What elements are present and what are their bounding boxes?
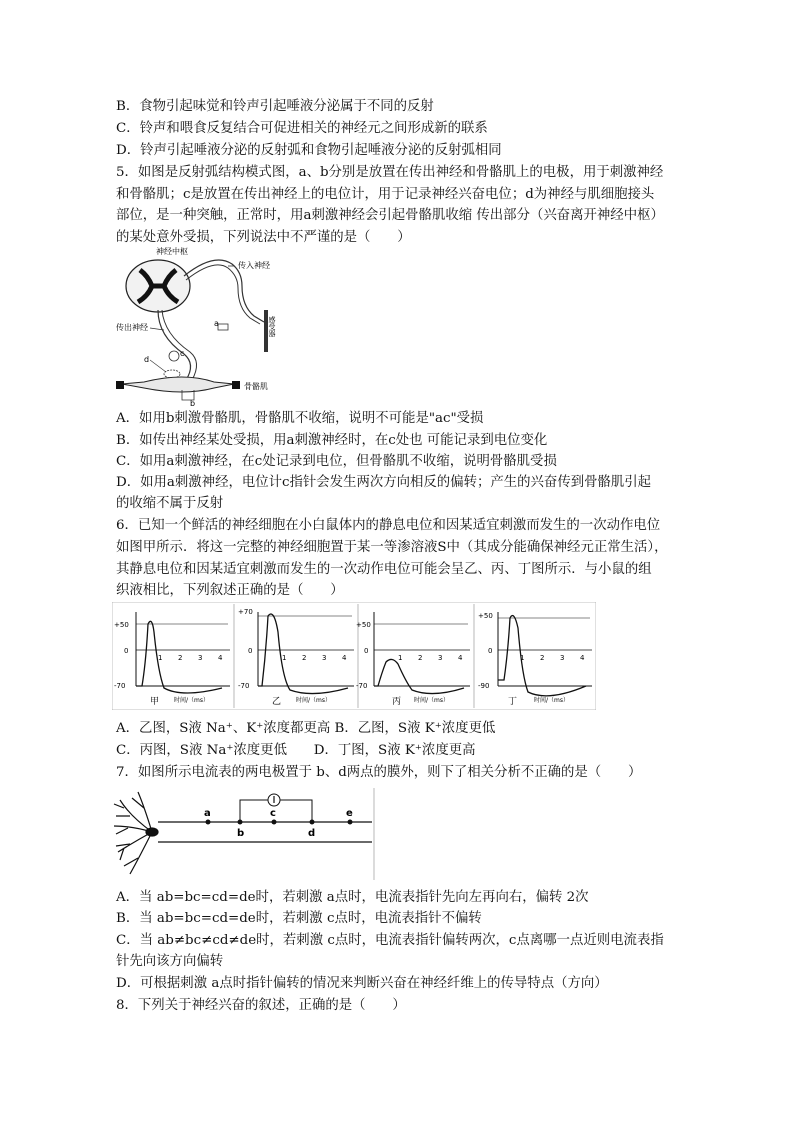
svg-text:3: 3 (322, 654, 327, 662)
label-receptor: 感受器 (268, 316, 276, 337)
svg-text:4: 4 (580, 654, 585, 662)
q5-stem-line-2: 和骨骼肌；c是放置在传出神经上的电位计，用于记录神经兴奋电位；d为神经与肌细胞接头 (116, 187, 655, 202)
q7-option-c-line-1: C．当 ab≠bc≠cd≠de时，若刺激 c点时，电流表指针偏转两次，c点离哪一点近则电流表指 (116, 933, 664, 948)
q6-options-line-2: C．丙图，S液 Na⁺浓度更低 D．丁图，S液 K⁺浓度更高 (116, 743, 476, 758)
svg-text:1: 1 (398, 654, 403, 662)
label-c: c (180, 349, 185, 358)
q6-stem-line-2: 如图甲所示．将这一完整的神经细胞置于某一等渗溶液S中（其成分能确保神经元正常生活）， (116, 540, 668, 555)
point-e: e (346, 808, 353, 819)
q7-option-d: D．可根据刺激 a点时指针偏转的情况来判断兴奋在神经纤维上的传导特点（方向） (116, 976, 608, 991)
q5-option-b: B．如传出神经某处受损，用a刺激神经时，在c处也 可能记录到电位变化 (116, 433, 548, 448)
q5-option-d-line-1: D．如用a刺激神经，电位计c指针会发生两次方向相反的偏转；产生的兴奋传到骨骼肌引起 (116, 475, 652, 490)
q5-stem-line-1: 5．如图是反射弧结构模式图，a、b分别是放置在传出神经和骨骼肌上的电极，用于刺激神经 (116, 165, 664, 180)
q4-option-c: C．铃声和喂食反复结合可促进相关的神经元之间形成新的联系 (116, 121, 488, 136)
neuron-ammeter-figure (110, 786, 376, 882)
tick-bottom: -70 (114, 682, 126, 690)
q6-stem-line-3: 其静息电位和因某适宜刺激而发生的一次动作电位可能会呈乙、丙、丁图所示．与小鼠的组 (116, 562, 652, 577)
svg-text:0: 0 (488, 647, 493, 655)
q6-stem-line-4: 织液相比，下列叙述正确的是（ ） (116, 583, 344, 598)
point-b: b (237, 828, 245, 839)
label-a: a (214, 319, 219, 328)
graph-label: 甲 (150, 697, 160, 707)
q8-stem: 8．下列关于神经兴奋的叙述，正确的是（ ） (116, 998, 406, 1013)
svg-text:2: 2 (302, 654, 307, 662)
q7-option-b: B．当 ab=bc=cd=de时，若刺激 c点时，电流表指针不偏转 (116, 911, 482, 926)
q5-option-a: A．如用b刺激骨骼肌，骨骼肌不收缩，说明不可能是"ac"受损 (116, 411, 484, 426)
svg-text:时间/（ms）: 时间/（ms） (534, 697, 569, 704)
point-a: a (204, 808, 211, 819)
svg-text:1: 1 (282, 654, 287, 662)
q4-option-b: B．食物引起味觉和铃声引起唾液分泌属于不同的反射 (116, 99, 434, 114)
svg-text:乙: 乙 (272, 697, 282, 707)
svg-text:3: 3 (198, 654, 203, 662)
svg-text:2: 2 (178, 654, 183, 662)
q5-stem-line-4: 的某处意外受损，下列说法中不严谨的是（ ） (116, 230, 411, 245)
svg-text:2: 2 (540, 654, 545, 662)
svg-text:时间/（ms）: 时间/（ms） (296, 697, 331, 704)
q5-stem-line-3: 部位，是一种突触，正常时，用a刺激神经会引起骨骼肌收缩 传出部分（兴奋离开神经中枢） (116, 208, 664, 223)
label-afferent: 传入神经 (238, 261, 270, 270)
label-d: d (144, 355, 150, 364)
svg-text:1: 1 (158, 654, 163, 662)
svg-text:丙: 丙 (392, 697, 402, 707)
q5-option-c: C．如用a刺激神经，在c处记录到电位，但骨骼肌不收缩，说明骨骼肌受损 (116, 454, 557, 469)
point-c: c (270, 808, 276, 819)
svg-text:1: 1 (520, 654, 525, 662)
reflex-arc-figure (114, 246, 294, 406)
svg-text:丁: 丁 (508, 697, 518, 707)
label-b: b (190, 399, 196, 406)
svg-text:+70: +70 (238, 608, 253, 616)
label-efferent: 传出神经 (116, 323, 148, 332)
q7-option-c-line-2: 针先向该方向偏转 (116, 954, 224, 969)
svg-text:4: 4 (458, 654, 463, 662)
svg-text:4: 4 (218, 654, 223, 662)
point-d: d (308, 828, 316, 839)
svg-text:时间/（ms）: 时间/（ms） (174, 697, 209, 704)
svg-text:+50: +50 (356, 621, 371, 629)
label-center: 神经中枢 (156, 247, 188, 256)
q6-options-line-1: A．乙图，S液 Na⁺、K⁺浓度都更高 B．乙图，S液 K⁺浓度更低 (116, 721, 496, 736)
svg-text:-70: -70 (238, 682, 250, 690)
label-muscle: 骨骼肌 (244, 382, 268, 391)
tick-top: +50 (114, 621, 129, 629)
tick-zero: 0 (124, 647, 129, 655)
svg-text:+50: +50 (478, 612, 493, 620)
svg-text:时间/（ms）: 时间/（ms） (414, 697, 449, 704)
svg-text:2: 2 (418, 654, 423, 662)
svg-text:3: 3 (560, 654, 565, 662)
q5-option-d-line-2: 的收缩不属于反射 (116, 496, 224, 511)
action-potential-graphs (112, 602, 596, 710)
svg-text:0: 0 (248, 647, 253, 655)
svg-text:0: 0 (364, 647, 369, 655)
q6-stem-line-1: 6．已知一个鲜活的神经细胞在小白鼠体内的静息电位和因某适宜刺激而发生的一次动作电位 (116, 518, 661, 533)
q7-stem: 7．如图所示电流表的两电极置于 b、d两点的膜外，则下了相关分析不正确的是（ ） (116, 765, 642, 780)
q7-option-a: A．当 ab=bc=cd=de时，若刺激 a点时，电流表指针先向左再向右，偏转 2次 (116, 890, 589, 905)
svg-text:-90: -90 (478, 682, 490, 690)
svg-text:3: 3 (438, 654, 443, 662)
svg-text:4: 4 (342, 654, 347, 662)
svg-text:-70: -70 (356, 682, 368, 690)
q4-option-d: D．铃声引起唾液分泌的反射弧和食物引起唾液分泌的反射弧相同 (116, 143, 502, 158)
